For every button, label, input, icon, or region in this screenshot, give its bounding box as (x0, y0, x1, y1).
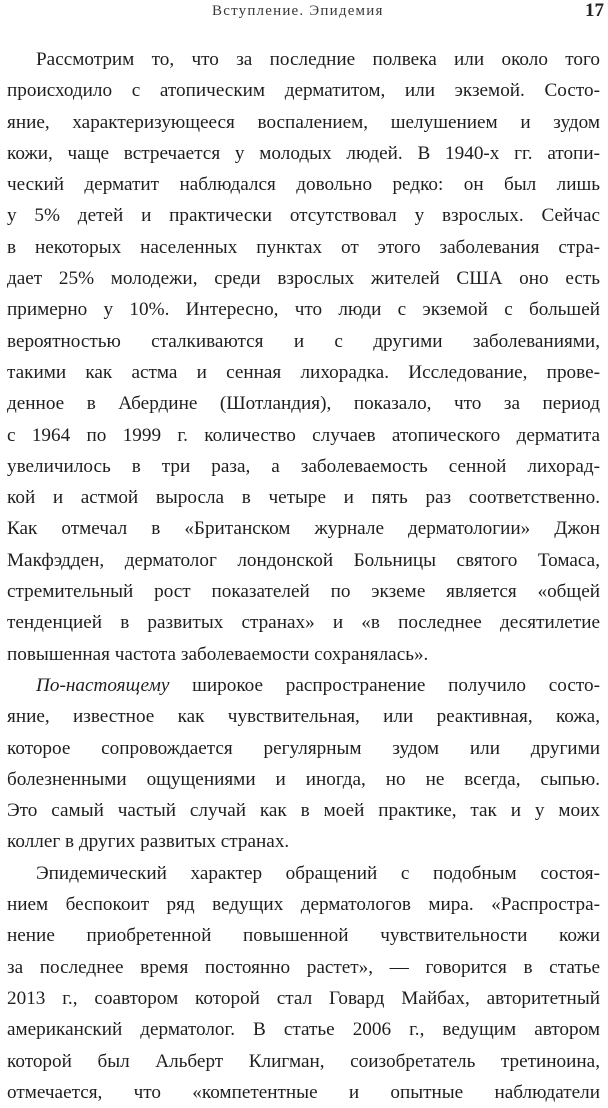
italic-lead-word: По-настоящему (36, 674, 170, 696)
page-header (0, 0, 608, 26)
text-line: Эпидемический характер обращений с подобным состоя- (36, 862, 600, 884)
page-number: 17 (585, 0, 604, 21)
text-line: за последнее время постоянно растет», — говорится в статье (7, 956, 600, 978)
text-line: кой и астмой выросла в четыре и пять раз соответственно. (7, 487, 600, 509)
paragraph-sensitive-skin (7, 670, 600, 858)
paragraph-epidemic-character (7, 858, 600, 1108)
text-line: кожи, чаще встречается у молодых людей. В 1940-х гг. атопи- (7, 142, 600, 164)
text-line: у 5% детей и практически отсутствовал у взрослых. Сейчас (7, 205, 600, 227)
text-line: отмечается, что «компетентные и опытные наблюдатели (7, 1081, 600, 1103)
text-line: 2013 г., соавтором которой стал Говард Майбах, авторитетный (7, 987, 600, 1009)
text-line: коллег в других развитых странах. (7, 831, 290, 853)
text-line-first (7, 670, 600, 701)
text-line: которой был Альберт Клигман, соизобретатель третиноина, (7, 1050, 600, 1072)
text-line: такими как астма и сенная лихорадка. Исследование, прове- (7, 361, 600, 383)
running-title: Вступление. Эпидемия (212, 3, 384, 19)
text-line: дает 25% молодежи, среди взрослых жителей США оно есть (7, 268, 600, 290)
text-line: стремительный рост показателей по экземе является «общей (7, 581, 600, 603)
text-line: яние, характеризующееся воспалением, шелушением и зудом (7, 111, 600, 133)
first-line-rest: широкое распространение получило состо- (169, 674, 600, 696)
text-line: вероятностью сталкиваются и с другими заболеваниями, (7, 330, 600, 352)
text-line: Как отмечал в «Британском журнале дерматологии» Джон (7, 518, 600, 540)
text-line: американский дерматолог. В статье 2006 г., ведущим автором (7, 1019, 600, 1041)
text-line: тенденцией в развитых странах» и «в последнее десятилетие (7, 612, 600, 634)
text-line: которое сопровождается регулярным зудом или другими (7, 737, 600, 759)
text-line: болезненными ощущениями и иногда, но не всегда, сыпью. (7, 768, 600, 790)
paragraph-atopic-dermatitis (7, 44, 600, 670)
text-line: примерно у 10%. Интересно, что люди с экземой с большей (7, 299, 600, 321)
text-line: Это самый частый случай как в моей практике, так и у моих (7, 800, 600, 822)
text-line: повышенная частота заболеваемости сохранялась». (7, 643, 429, 665)
text-line: происходило с атопическим дерматитом, или экземой. Состо- (7, 80, 600, 102)
text-line: яние, известное как чувствительная, или реактивная, кожа, (7, 706, 600, 728)
text-line: ческий дерматит наблюдался довольно редко: он был лишь (7, 174, 600, 196)
text-line: в некоторых населенных пунктах от этого заболевания стра- (7, 236, 600, 258)
text-line: Рассмотрим то, что за последние полвека или около того (36, 49, 600, 70)
text-line: нием беспокоит ряд ведущих дерматологов мира. «Распростра- (7, 894, 600, 916)
text-line: денное в Абердине (Шотландия), показало, что за период (7, 393, 600, 415)
page-body (7, 44, 600, 1108)
text-line: нение приобретенной повышенной чувствительности кожи (7, 925, 600, 947)
text-line: Макфэдден, дерматолог лондонской Больницы святого Томаса, (7, 549, 600, 571)
text-line: с 1964 по 1999 г. количество случаев атопического дерматита (7, 424, 600, 446)
text-line: увеличилось в три раза, а заболеваемость сенной лихорад- (7, 455, 600, 477)
